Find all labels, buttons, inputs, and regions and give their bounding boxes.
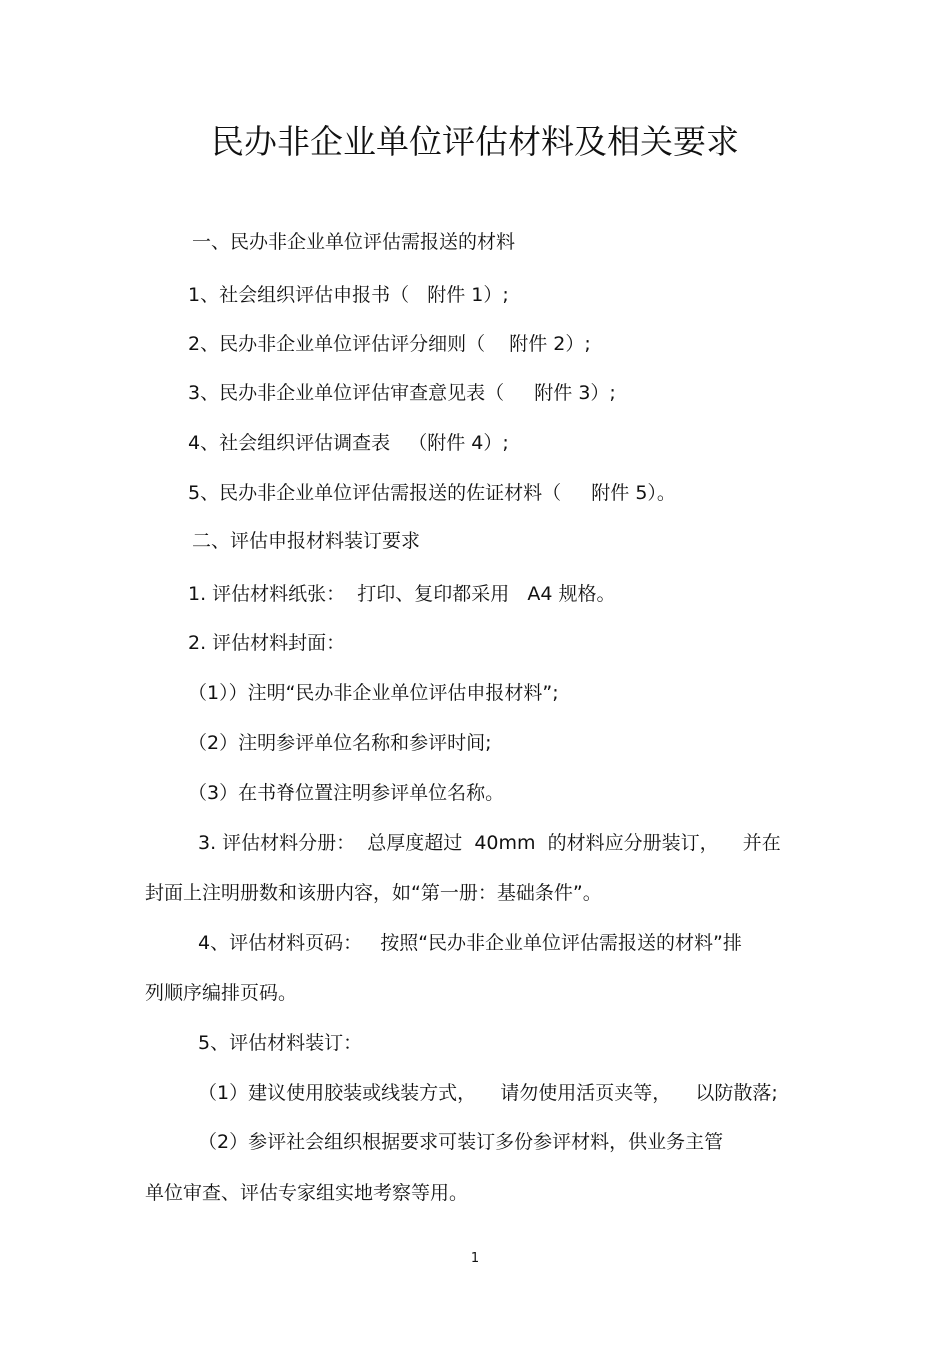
list-item: 1、社会组织评估申报书（ 附件 1）; (188, 284, 509, 306)
paragraph-continuation: 封面上注明册数和该册内容，如“第一册：基础条件”。 (145, 882, 602, 904)
paragraph-continuation: 单位审查、评估专家组实地考察等用。 (145, 1182, 469, 1204)
paragraph: 1. 评估材料纸张： 打印、复印都采用 A4 规格。 (188, 583, 616, 605)
document-title: 民办非企业单位评估材料及相关要求 (211, 122, 739, 161)
paragraph: （3）在书脊位置注明参评单位名称。 (188, 782, 505, 804)
list-item: 4、社会组织评估调查表 （附件 4）; (188, 432, 509, 454)
paragraph: （2）注明参评单位名称和参评时间; (188, 732, 492, 754)
paragraph: 5、评估材料装订： (198, 1032, 363, 1054)
list-item: 5、民办非企业单位评估需报送的佐证材料（ 附件 5）。 (188, 482, 676, 504)
paragraph: 3. 评估材料分册： 总厚度超过 40mm 的材料应分册装订， 并在 (198, 832, 781, 854)
page-number: 1 (470, 1251, 480, 1266)
section-heading-2: 二、评估申报材料装订要求 (192, 530, 421, 552)
paragraph: 2. 评估材料封面： (188, 632, 346, 654)
paragraph: （1））注明“民办非企业单位评估申报材料”; (188, 682, 559, 704)
paragraph: （1）建议使用胶装或线装方式， 请勿使用活页夹等， 以防散落; (198, 1082, 778, 1104)
list-item: 3、民办非企业单位评估审查意见表（ 附件 3）; (188, 382, 616, 404)
section-heading-1: 一、民办非企业单位评估需报送的材料 (192, 231, 516, 253)
list-item: 2、民办非企业单位评估评分细则（ 附件 2）; (188, 333, 591, 355)
paragraph-continuation: 列顺序编排页码。 (145, 982, 298, 1004)
paragraph: 4、评估材料页码： 按照“民办非企业单位评估需报送的材料”排 (198, 932, 742, 954)
paragraph: （2）参评社会组织根据要求可装订多份参评材料，供业务主管 (198, 1131, 724, 1153)
